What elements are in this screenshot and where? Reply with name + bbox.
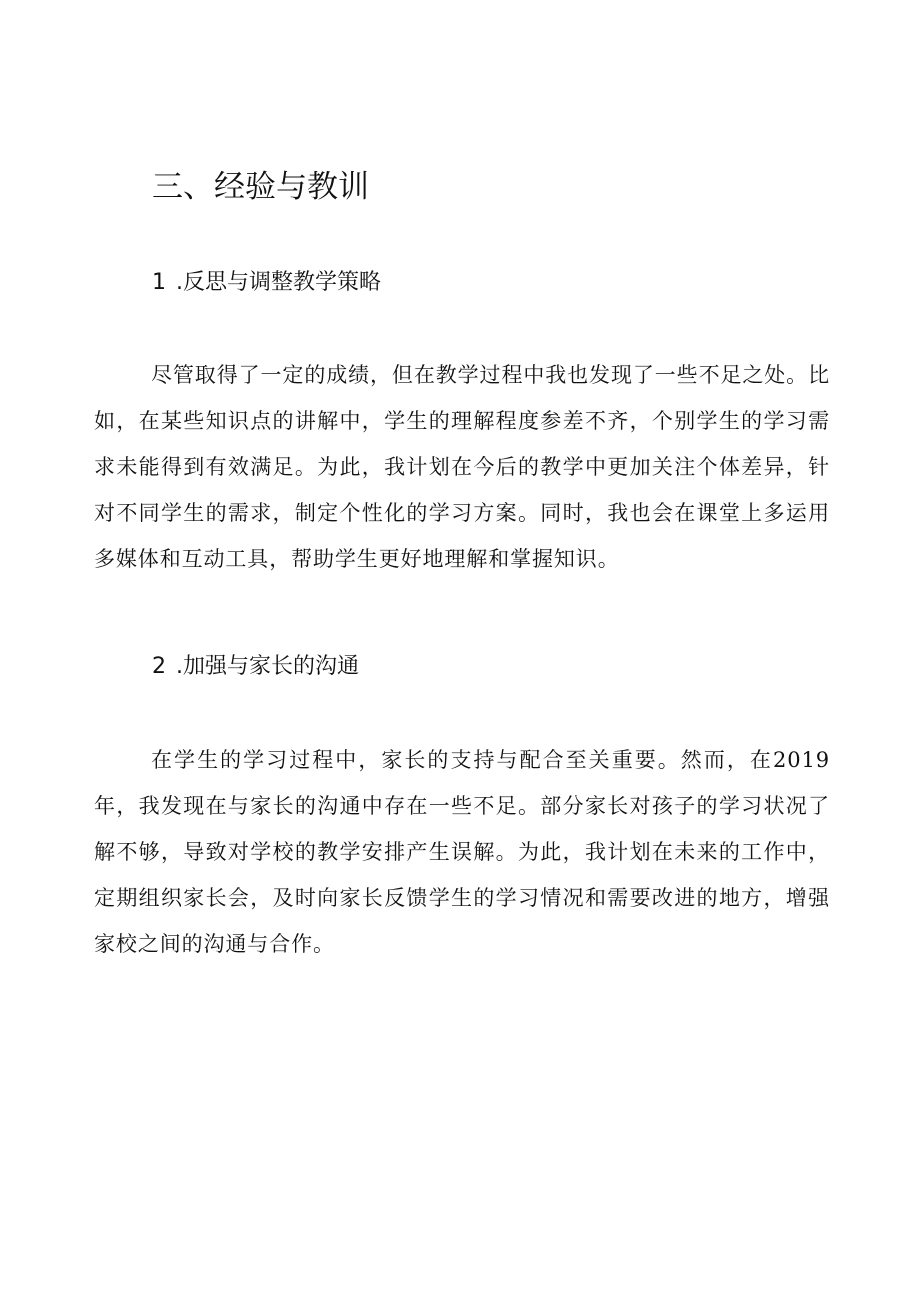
- subsection-number: 1: [152, 270, 166, 295]
- subsection-heading-2: [152, 652, 359, 682]
- section-heading: 三、经验与教训: [152, 169, 369, 205]
- subsection-title: .反思与调整教学策略: [176, 270, 381, 295]
- subsection-title: .加强与家长的沟通: [176, 654, 359, 679]
- subsection-paragraph-2: 在学生的学习过程中，家长的支持与配合至关重要。然而，在2019年，我发现在与家长的沟通中存在一些不足。部分家长对孩子的学习状况了解不够，导致对学校的教学安排产生误解。为此，我计划在未来的工作中，定期组织家长会，及时向家长反馈学生的学习情况和需要改进的地方，增强家校之间的沟通与合作。: [94, 748, 830, 956]
- subsection-number: 2: [152, 654, 166, 679]
- subsection-paragraph-1: 尽管取得了一定的成绩，但在教学过程中我也发现了一些不足之处。比如，在某些知识点的讲解中，学生的理解程度参差不齐，个别学生的学习需求未能得到有效满足。为此，我计划在今后的教学中更加关注个体差异，针对不同学生的需求，制定个性化的学习方案。同时，我也会在课堂上多运用多媒体和互动工具，帮助学生更好地理解和掌握知识。: [94, 363, 830, 571]
- subsection-heading-1: [152, 268, 381, 298]
